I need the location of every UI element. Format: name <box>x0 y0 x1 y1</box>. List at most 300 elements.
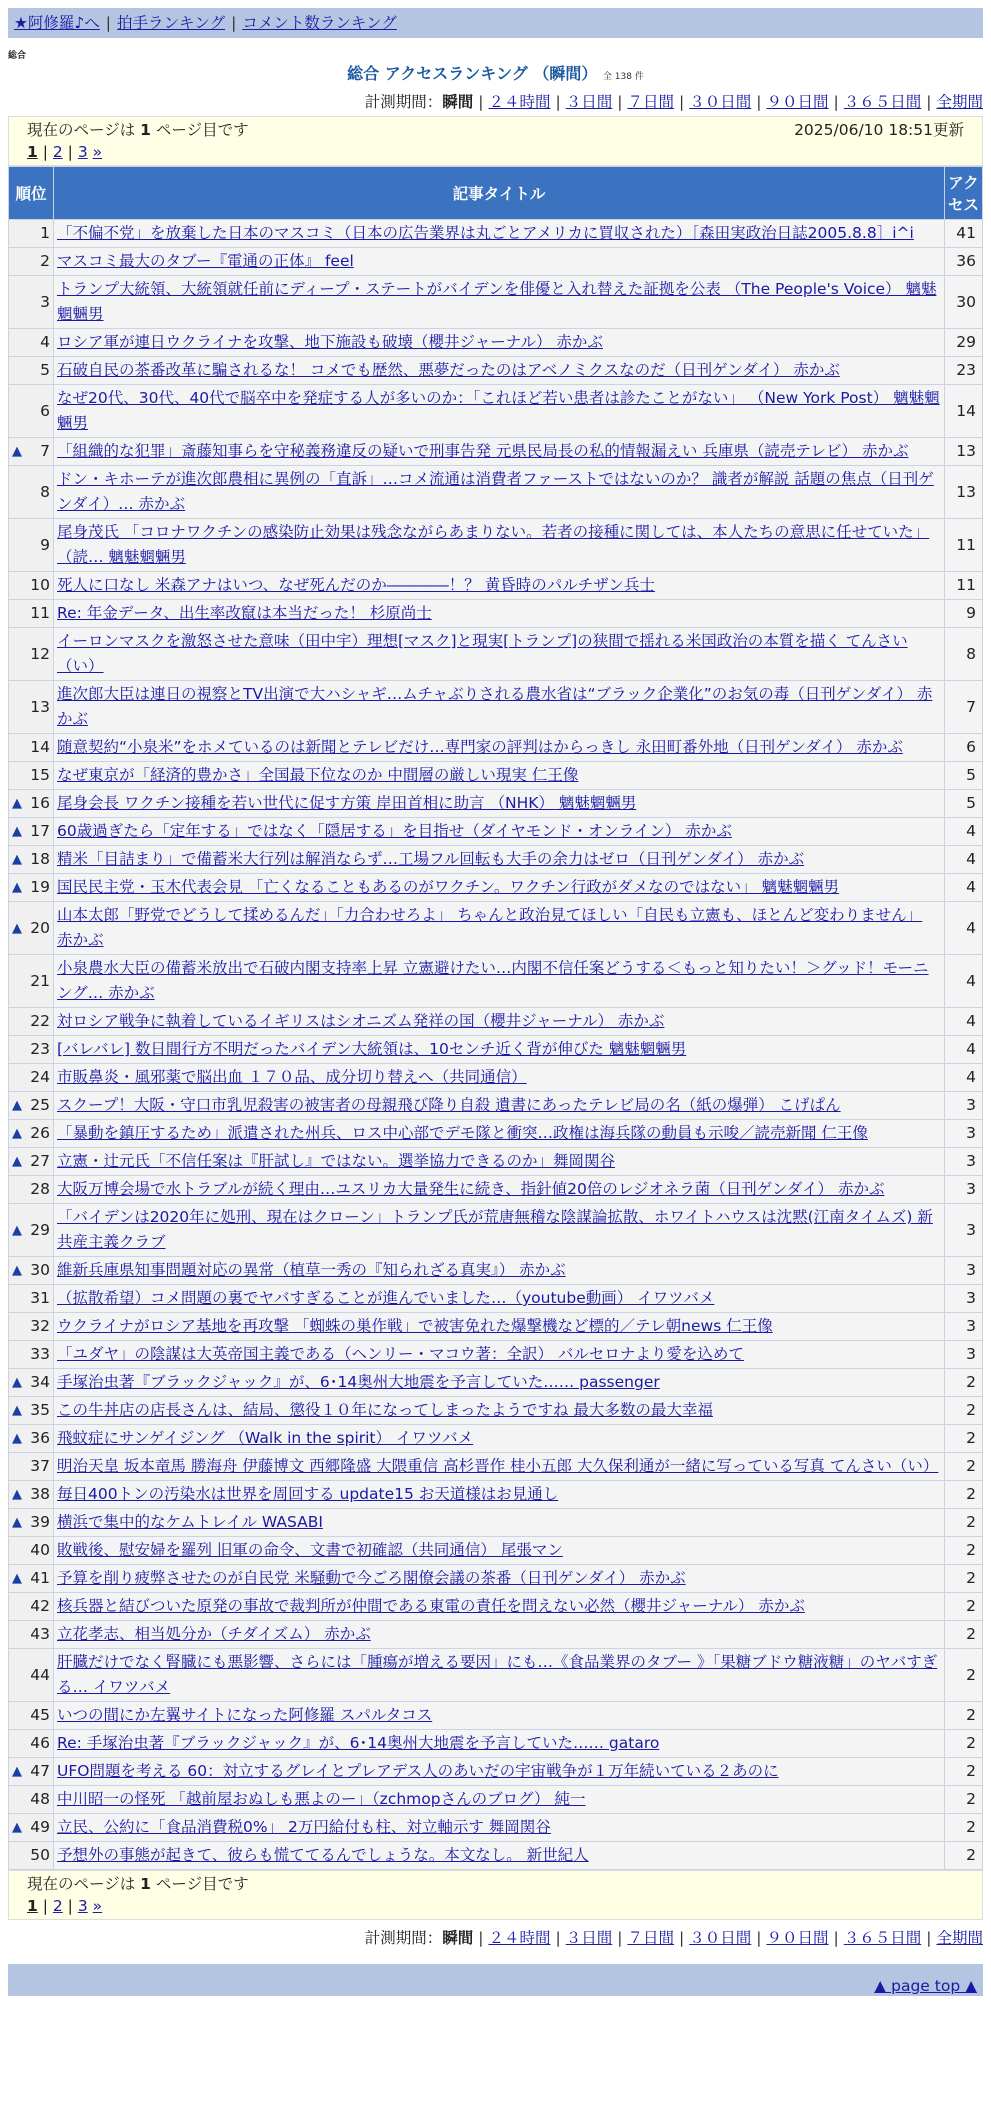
rank-cell <box>9 519 54 572</box>
title-cell <box>54 628 945 681</box>
rank-number: 27 <box>30 1152 50 1170</box>
rank-number: 45 <box>30 1706 50 1724</box>
article-title-link[interactable]: 毎日400トンの汚染水は世界を周回する update15 お天道様はお見通し <box>57 1485 559 1503</box>
table-row <box>9 846 983 874</box>
table-row <box>9 1730 983 1758</box>
table-row <box>9 276 983 329</box>
rank-cell <box>9 955 54 1008</box>
page-info-bar-bottom <box>8 1870 983 1920</box>
rank-number: 1 <box>40 224 50 242</box>
table-row <box>9 1341 983 1369</box>
article-title-link[interactable]: スクープ！大阪・守口市乳児殺害の被害者の母親飛び降り自殺 遺書にあったテレビ局の名（紙の爆弾） こげぱん <box>57 1096 841 1114</box>
rank-number: 25 <box>30 1096 50 1114</box>
article-title-link[interactable]: 市販鼻炎・風邪薬で脳出血 １７０品、成分切り替えへ（共同通信） <box>57 1068 527 1086</box>
period-separator: | <box>926 93 932 111</box>
article-title-link[interactable]: 国民民主党・玉木代表会見 「亡くなることもあるのがワクチン。ワクチン行政がダメなのではない」 魑魅魍魎男 <box>57 878 840 896</box>
rank-cell <box>9 1036 54 1064</box>
table-row <box>9 1814 983 1842</box>
period-option[interactable]: ７日間 <box>627 1929 674 1947</box>
table-row <box>9 734 983 762</box>
table-row <box>9 572 983 600</box>
rank-cell <box>9 1621 54 1649</box>
access-count: 2 <box>945 1565 983 1593</box>
rank-number: 30 <box>30 1261 50 1279</box>
access-count: 4 <box>945 818 983 846</box>
period-selector-bottom <box>8 1926 983 1948</box>
rank-up-arrow-icon: ▲ <box>12 1487 22 1502</box>
article-title-link[interactable]: 進次郎大臣は連日の視察とTV出演で大ハシャギ…ムチャぶりされる農水省は“ブラック企業化”のお気の毒（日刊ゲンダイ） 赤かぶ <box>57 685 933 728</box>
access-count: 11 <box>945 572 983 600</box>
period-separator: | <box>833 1929 839 1947</box>
rank-up-arrow-icon: ▲ <box>12 1098 22 1113</box>
title-cell <box>54 1621 945 1649</box>
article-title-link[interactable]: ロシア軍が連日ウクライナを攻撃、地下施設も破壊（櫻井ジャーナル） 赤かぶ <box>57 333 603 351</box>
article-title-link[interactable]: 敗戦後、慰安婦を羅列 旧軍の命令、文書で初確認（共同通信） 尾張マン <box>57 1541 563 1559</box>
rank-cell <box>9 1341 54 1369</box>
access-count: 4 <box>945 846 983 874</box>
period-separator: | <box>679 1929 685 1947</box>
access-count: 3 <box>945 1120 983 1148</box>
title-cell <box>54 902 945 955</box>
rank-cell <box>9 466 54 519</box>
rank-number: 11 <box>30 604 50 622</box>
table-row <box>9 519 983 572</box>
title-cell <box>54 955 945 1008</box>
rank-number: 5 <box>40 361 50 379</box>
rank-cell <box>9 734 54 762</box>
article-title-link[interactable]: [バレバレ] 数日間行方不明だったバイデン大統領は、10センチ近く背が伸びた 魑魅魍魎男 <box>57 1040 687 1058</box>
title-cell <box>54 1425 945 1453</box>
access-count: 4 <box>945 1064 983 1092</box>
pager-next-link[interactable]: » <box>92 1897 103 1915</box>
access-count: 2 <box>945 1730 983 1758</box>
period-option[interactable]: ９０日間 <box>766 93 829 111</box>
article-title-link[interactable]: 手塚治虫著『ブラックジャック』が、6･14奥州大地震を予言していた…… passenger <box>57 1373 660 1391</box>
article-title-link[interactable]: 立民、公約に「食品消費税0%」 2万円給付も柱、対立軸示す 舞岡関谷 <box>57 1818 551 1836</box>
table-row <box>9 1537 983 1565</box>
pager-page-link[interactable]: 2 <box>52 1897 63 1915</box>
rank-number: 6 <box>40 401 50 420</box>
article-title-link[interactable]: いつの間にか左翼サイトになった阿修羅 スパルタコス <box>57 1706 433 1724</box>
title-cell <box>54 466 945 519</box>
title-cell <box>54 1814 945 1842</box>
table-row <box>9 357 983 385</box>
nav-clap-ranking-link[interactable]: 拍手ランキング <box>117 14 226 32</box>
rank-cell <box>9 818 54 846</box>
table-header-row <box>9 167 983 220</box>
article-title-link[interactable]: イーロンマスクを激怒させた意味（田中宇）理想[マスク]と現実[トランプ]の狭間で揺れる米国政治の本質を描く てんさい（い） <box>57 632 908 675</box>
title-cell <box>54 1036 945 1064</box>
period-separator: | <box>478 93 484 111</box>
table-row <box>9 248 983 276</box>
rank-cell <box>9 1148 54 1176</box>
rank-cell <box>9 220 54 248</box>
access-count: 2 <box>945 1369 983 1397</box>
title-cell <box>54 790 945 818</box>
rank-cell <box>9 357 54 385</box>
table-row <box>9 1369 983 1397</box>
rank-cell <box>9 628 54 681</box>
article-title-link[interactable]: トランプ大統領、大統領就任前にディープ・ステートがバイデンを俳優と入れ替えた証拠を公表 （The People's Voice） 魑魅魍魎男 <box>57 280 937 323</box>
access-count: 2 <box>945 1593 983 1621</box>
updated-timestamp: 2025/06/10 18:51更新 <box>794 121 964 139</box>
access-count: 3 <box>945 1341 983 1369</box>
rank-number: 4 <box>40 333 50 351</box>
article-title-link[interactable]: 核兵器と結びついた原発の事故で裁判所が仲間である東電の責任を問えない必然（櫻井ジャーナル） 赤かぶ <box>57 1597 805 1615</box>
period-option[interactable]: 全期間 <box>936 1929 983 1947</box>
access-count: 4 <box>945 1036 983 1064</box>
period-separator: | <box>756 1929 762 1947</box>
page-top-link[interactable]: ▲ page top ▲ <box>874 1977 977 1995</box>
article-title-link[interactable]: 「暴動を鎮圧するため」派遣された州兵、ロス中心部でデモ隊と衝突…政権は海兵隊の動員も示唆／読売新聞 仁王像 <box>57 1124 868 1142</box>
rank-number: 50 <box>30 1846 50 1864</box>
access-count: 4 <box>945 955 983 1008</box>
footer-bar <box>8 1964 983 1996</box>
rank-up-arrow-icon: ▲ <box>12 444 22 459</box>
title-cell <box>54 1008 945 1036</box>
article-title-link[interactable]: 「組織的な犯罪」斎藤知事らを守秘義務違反の疑いで刑事告発 元県民局長の私的情報漏えい 兵庫県（読売テレビ） 赤かぶ <box>57 442 909 460</box>
ranking-table <box>8 166 983 1870</box>
rank-number: 34 <box>30 1373 50 1391</box>
rank-cell <box>9 1397 54 1425</box>
access-count: 3 <box>945 1313 983 1341</box>
article-title-link[interactable]: 維新兵庫県知事問題対応の異常（植草一秀の『知られざる真実』） 赤かぶ <box>57 1261 566 1279</box>
rank-number: 41 <box>30 1569 50 1587</box>
pager-current-page: 1 <box>27 143 38 161</box>
access-count: 36 <box>945 248 983 276</box>
rank-up-arrow-icon: ▲ <box>12 1375 22 1390</box>
table-row <box>9 1758 983 1786</box>
item-count: 全 138 件 <box>602 72 644 82</box>
table-row <box>9 438 983 466</box>
rank-up-arrow-icon: ▲ <box>12 852 22 867</box>
rank-number: 12 <box>30 644 50 663</box>
title-cell <box>54 1537 945 1565</box>
access-count: 2 <box>945 1425 983 1453</box>
header-title: 記事タイトル <box>54 167 945 220</box>
rank-number: 42 <box>30 1597 50 1615</box>
rank-cell <box>9 1702 54 1730</box>
rank-number: 22 <box>30 1012 50 1030</box>
period-option[interactable]: ３日間 <box>565 1929 613 1947</box>
rank-up-arrow-icon: ▲ <box>12 1154 22 1169</box>
pager-current-page: 1 <box>27 1897 38 1915</box>
article-title-link[interactable]: 飛蚊症にサンゲイジング （Walk in the spirit） イワツバメ <box>57 1429 474 1447</box>
rank-number: 37 <box>30 1457 50 1475</box>
table-row <box>9 1565 983 1593</box>
rank-cell <box>9 1120 54 1148</box>
rank-cell <box>9 1814 54 1842</box>
section-label: 総合 <box>8 51 27 61</box>
rank-number: 24 <box>30 1068 50 1086</box>
table-row <box>9 220 983 248</box>
rank-up-arrow-icon: ▲ <box>12 796 22 811</box>
rank-number: 47 <box>30 1762 50 1780</box>
period-option[interactable]: ２４時間 <box>488 93 551 111</box>
title-cell <box>54 519 945 572</box>
rank-cell <box>9 1565 54 1593</box>
rank-number: 29 <box>30 1220 50 1239</box>
page-title: 総合 アクセスランキング （瞬間） <box>347 64 598 83</box>
pager-page-link[interactable]: 3 <box>77 143 88 161</box>
rank-number: 36 <box>30 1429 50 1447</box>
period-separator: | <box>833 93 839 111</box>
rank-cell <box>9 1204 54 1257</box>
article-title-link[interactable]: 立花孝志、相当処分か（チダイズム） 赤かぶ <box>57 1625 371 1643</box>
article-title-link[interactable]: 小泉農水大臣の備蓄米放出で石破内閣支持率上昇 立憲避けたい…内閣不信任案どうする＜もっと知りたい！＞グッド！モーニング… 赤かぶ <box>57 959 929 1002</box>
rank-number: 43 <box>30 1625 50 1643</box>
article-title-link[interactable]: 立憲・辻元氏「不信任案は『肝試し』ではない。選挙協力できるのか」舞岡関谷 <box>57 1152 616 1170</box>
rank-cell <box>9 1786 54 1814</box>
table-row <box>9 1064 983 1092</box>
article-title-link[interactable]: 大阪万博会場で水トラブルが続く理由…ユスリカ大量発生に続き、指針値20倍のレジオネラ菌（日刊ゲンダイ） 赤かぶ <box>57 1180 885 1198</box>
article-title-link[interactable]: 「不偏不党」を放棄した日本のマスコミ（日本の広告業界は丸ごとアメリカに買収された）［森田実政治日誌2005.8.8］i^i <box>57 224 914 242</box>
article-title-link[interactable]: 尾身会長 ワクチン接種を若い世代に促す方策 岸田首相に助言 （NHK） 魑魅魍魎男 <box>57 794 637 812</box>
access-count: 2 <box>945 1453 983 1481</box>
period-separator: | <box>617 1929 623 1947</box>
table-row <box>9 762 983 790</box>
rank-number: 7 <box>40 442 50 460</box>
period-separator: | <box>555 93 561 111</box>
access-count: 2 <box>945 1786 983 1814</box>
rank-cell <box>9 276 54 329</box>
period-option[interactable]: ３６５日間 <box>843 93 922 111</box>
table-row <box>9 1257 983 1285</box>
period-option[interactable]: 全期間 <box>936 93 983 111</box>
rank-number: 16 <box>30 794 50 812</box>
title-cell <box>54 438 945 466</box>
title-cell <box>54 220 945 248</box>
nav-comment-ranking-link[interactable]: コメント数ランキング <box>242 14 397 32</box>
table-row <box>9 818 983 846</box>
access-count: 3 <box>945 1092 983 1120</box>
title-cell <box>54 1176 945 1204</box>
article-title-link[interactable]: 「ユダヤ」の陰謀は大英帝国主義である（ヘンリー・マコウ著：全訳） バルセロナより愛を込めて <box>57 1345 744 1363</box>
article-title-link[interactable]: UFO問題を考える 60：対立するグレイとプレアデス人のあいだの宇宙戦争が１万年続いている２あのに <box>57 1762 779 1780</box>
pager-separator: | <box>37 143 53 161</box>
article-title-link[interactable]: 明治天皇 坂本竜馬 勝海舟 伊藤博文 西郷隆盛 大隈重信 高杉晋作 桂小五郎 大久保利通が一緒に写っている写真 てんさい（い） <box>57 1457 939 1475</box>
table-row <box>9 1204 983 1257</box>
title-cell <box>54 1397 945 1425</box>
access-count: 11 <box>945 519 983 572</box>
rank-up-arrow-icon: ▲ <box>12 1764 22 1779</box>
table-row <box>9 600 983 628</box>
rank-cell <box>9 1425 54 1453</box>
article-title-link[interactable]: 山本太郎「野党でどうして揉めるんだ」「力合わせろよ」 ちゃんと政治見てほしい「自民も立憲も、ほとんど変わりません」 赤かぶ <box>57 906 923 949</box>
rank-number: 35 <box>30 1401 50 1419</box>
rank-cell <box>9 874 54 902</box>
rank-number: 17 <box>30 822 50 840</box>
table-row <box>9 1148 983 1176</box>
rank-cell <box>9 1649 54 1702</box>
article-title-link[interactable]: （拡散希望）コメ問題の裏でヤバすぎることが進んでいました…（youtube動画） イワツバメ <box>57 1289 715 1307</box>
rank-number: 48 <box>30 1790 50 1808</box>
rank-cell <box>9 1537 54 1565</box>
rank-cell <box>9 600 54 628</box>
rank-number: 39 <box>30 1513 50 1531</box>
rank-cell <box>9 1758 54 1786</box>
rank-number: 49 <box>30 1818 50 1836</box>
table-row <box>9 1313 983 1341</box>
article-title-link[interactable]: なぜ20代、30代、40代で脳卒中を発症する人が多いのか：「これほど若い患者は診たことがない」 （New York Post） 魑魅魍魎男 <box>57 389 940 432</box>
table-row <box>9 1120 983 1148</box>
article-title-link[interactable]: 肝臓だけでなく腎臓にも悪影響、さらには「腫瘍が増える要因」にも…《食品業界のタブー 》「果糖ブドウ糖液糖」のヤバすぎる… イワツバメ <box>57 1653 938 1696</box>
article-title-link[interactable]: ウクライナがロシア基地を再攻撃 「蜘蛛の巣作戦」で被害免れた爆撃機など標的／テレ朝news 仁王像 <box>57 1317 773 1335</box>
period-separator: | <box>555 1929 561 1947</box>
title-cell <box>54 1786 945 1814</box>
article-title-link[interactable]: 横浜で集中的なケムトレイル WASABI <box>57 1513 323 1531</box>
title-cell <box>54 572 945 600</box>
title-cell <box>54 1285 945 1313</box>
period-option[interactable]: ７日間 <box>627 93 674 111</box>
rank-number: 21 <box>30 971 50 990</box>
rank-number: 26 <box>30 1124 50 1142</box>
title-cell <box>54 1064 945 1092</box>
period-option[interactable]: ３６５日間 <box>843 1929 922 1947</box>
table-row <box>9 1481 983 1509</box>
table-row <box>9 329 983 357</box>
rank-cell <box>9 1842 54 1870</box>
rank-cell <box>9 572 54 600</box>
pager-separator: | <box>62 1897 78 1915</box>
article-title-link[interactable]: 予想外の事態が起きて、彼らも慌ててるんでしょうな。本文なし。 新世紀人 <box>57 1846 589 1864</box>
period-option[interactable]: ９０日間 <box>766 1929 829 1947</box>
table-row <box>9 1008 983 1036</box>
nav-separator: | <box>231 14 237 32</box>
rank-number: 8 <box>40 482 50 501</box>
pager-page-link[interactable]: 2 <box>52 143 63 161</box>
access-count: 30 <box>945 276 983 329</box>
article-title-link[interactable]: 死人に口なし 米森アナはいつ、なぜ死んだのか――――！？ 黄昏時のパルチザン兵士 <box>57 576 655 594</box>
period-label: 計測期間： <box>364 93 443 111</box>
rank-cell <box>9 1257 54 1285</box>
access-count: 2 <box>945 1509 983 1537</box>
access-count: 2 <box>945 1397 983 1425</box>
article-title-link[interactable]: マスコミ最大のタブー『電通の正体』 feel <box>57 252 354 270</box>
article-title-link[interactable]: 尾身茂氏 「コロナワクチンの感染防止効果は残念ながらあまりない。若者の接種に関しては、本人たちの意思に任せていた」 （読… 魑魅魍魎男 <box>57 523 930 566</box>
header-rank: 順位 <box>9 167 54 220</box>
table-row <box>9 1425 983 1453</box>
title-cell <box>54 329 945 357</box>
title-cell <box>54 1509 945 1537</box>
article-title-link[interactable]: 中川昭一の怪死 「越前屋おぬしも悪よのー」（zchmopさんのブログ） 純一 <box>57 1790 586 1808</box>
title-cell <box>54 1204 945 1257</box>
rank-up-arrow-icon: ▲ <box>12 1515 22 1530</box>
title-cell <box>54 1148 945 1176</box>
title-cell <box>54 734 945 762</box>
title-cell <box>54 1593 945 1621</box>
period-option[interactable]: ３０日間 <box>689 93 752 111</box>
article-title-link[interactable]: 対ロシア戦争に執着しているイギリスはシオニズム発祥の国（櫻井ジャーナル） 赤かぶ <box>57 1012 665 1030</box>
rank-number: 38 <box>30 1485 50 1503</box>
table-row <box>9 1649 983 1702</box>
article-title-link[interactable]: 精米「目詰まり」で備蓄米大行列は解消ならず…工場フル回転も大手の余力はゼロ（日刊ゲンダイ） 赤かぶ <box>57 850 805 868</box>
period-option: 瞬間 <box>442 1929 474 1947</box>
access-count: 14 <box>945 385 983 438</box>
period-option[interactable]: ３日間 <box>565 93 613 111</box>
rank-cell <box>9 1481 54 1509</box>
rank-up-arrow-icon: ▲ <box>12 1571 22 1586</box>
rank-cell <box>9 681 54 734</box>
article-title-link[interactable]: 石破自民の茶番改革に騙されるな！ コメでも歴然、悪夢だったのはアベノミクスなのだ（日刊ゲンダイ） 赤かぶ <box>57 361 840 379</box>
period-option[interactable]: ３０日間 <box>689 1929 752 1947</box>
title-cell <box>54 1257 945 1285</box>
table-row <box>9 1509 983 1537</box>
article-title-link[interactable]: 60歳過ぎたら「定年する」ではなく「隠居する」を目指せ（ダイヤモンド・オンライン） 赤かぶ <box>57 822 732 840</box>
title-cell <box>54 1341 945 1369</box>
rank-cell <box>9 1285 54 1313</box>
page-info-text-bottom: 現在のページは 1 ページ目です <box>27 1875 249 1893</box>
article-title-link[interactable]: 随意契約“小泉米”をホメているのは新聞とテレビだけ…専門家の評判はからっきし 永田町番外地（日刊ゲンダイ） 赤かぶ <box>57 738 903 756</box>
period-option[interactable]: ２４時間 <box>488 1929 551 1947</box>
article-title-link[interactable]: Re: 手塚治虫著『ブラックジャック』が、6･14奥州大地震を予言していた…… gataro <box>57 1734 660 1752</box>
table-row <box>9 1621 983 1649</box>
access-count: 2 <box>945 1621 983 1649</box>
pager-page-link[interactable]: 3 <box>77 1897 88 1915</box>
nav-separator: | <box>105 14 112 32</box>
rank-up-arrow-icon: ▲ <box>12 1431 22 1446</box>
rank-cell <box>9 1730 54 1758</box>
article-title-link[interactable]: 予算を削り疲弊させたのが自民党 米騒動で今ごろ閣僚会議の茶番（日刊ゲンダイ） 赤かぶ <box>57 1569 686 1587</box>
rank-number: 19 <box>30 878 50 896</box>
nav-home-link[interactable]: ★阿修羅♪へ <box>14 14 100 32</box>
rank-number: 40 <box>30 1541 50 1559</box>
pager-next-link[interactable]: » <box>92 143 103 161</box>
rank-cell <box>9 1064 54 1092</box>
rank-cell <box>9 1176 54 1204</box>
rank-up-arrow-icon: ▲ <box>12 824 22 839</box>
pagination-bottom <box>27 1895 964 1917</box>
title-cell <box>54 1481 945 1509</box>
rank-cell <box>9 762 54 790</box>
title-cell <box>54 1649 945 1702</box>
rank-cell <box>9 902 54 955</box>
page-info-text: 現在のページは 1 ページ目です <box>27 121 249 139</box>
table-row <box>9 1702 983 1730</box>
access-count: 4 <box>945 874 983 902</box>
article-title-link[interactable]: この牛丼店の店長さんは、結局、懲役１０年になってしまったようですね 最大多数の最大幸福 <box>57 1401 713 1419</box>
rank-number: 18 <box>30 850 50 868</box>
table-row <box>9 874 983 902</box>
article-title-link[interactable]: 「バイデンは2020年に処刑、現在はクローン」トランプ氏が荒唐無稽な陰謀論拡散、ホワイトハウスは沈黙(江南タイムズ) 新共産主義クラブ <box>57 1208 933 1251</box>
rank-cell <box>9 1369 54 1397</box>
article-title-link[interactable]: ドン・キホーテが進次郎農相に異例の「直訴」…コメ流通は消費者ファーストではないのか？ 識者が解説 話題の焦点（日刊ゲンダイ）… 赤かぶ <box>57 470 934 513</box>
top-nav-bar <box>8 8 983 38</box>
title-cell <box>54 818 945 846</box>
article-title-link[interactable]: なぜ東京が「経済的豊かさ」全国最下位なのか 中間層の厳しい現実 仁王像 <box>57 766 579 784</box>
article-title-link[interactable]: Re: 年金データ、出生率改竄は本当だった！ 杉原尚士 <box>57 604 432 622</box>
rank-number: 31 <box>30 1289 50 1307</box>
rank-cell <box>9 846 54 874</box>
rank-up-arrow-icon: ▲ <box>12 920 22 936</box>
pagination-top <box>27 141 964 163</box>
access-count: 2 <box>945 1842 983 1870</box>
access-count: 6 <box>945 734 983 762</box>
rank-number: 3 <box>40 292 50 311</box>
rank-up-arrow-icon: ▲ <box>12 880 22 895</box>
rank-number: 32 <box>30 1317 50 1335</box>
period-option: 瞬間 <box>442 93 474 111</box>
rank-cell <box>9 1008 54 1036</box>
table-row <box>9 628 983 681</box>
rank-up-arrow-icon: ▲ <box>12 1126 22 1141</box>
table-row <box>9 1786 983 1814</box>
access-count: 3 <box>945 1285 983 1313</box>
access-count: 2 <box>945 1758 983 1786</box>
page-info-bar-top <box>8 116 983 166</box>
title-cell <box>54 1453 945 1481</box>
table-row <box>9 1176 983 1204</box>
